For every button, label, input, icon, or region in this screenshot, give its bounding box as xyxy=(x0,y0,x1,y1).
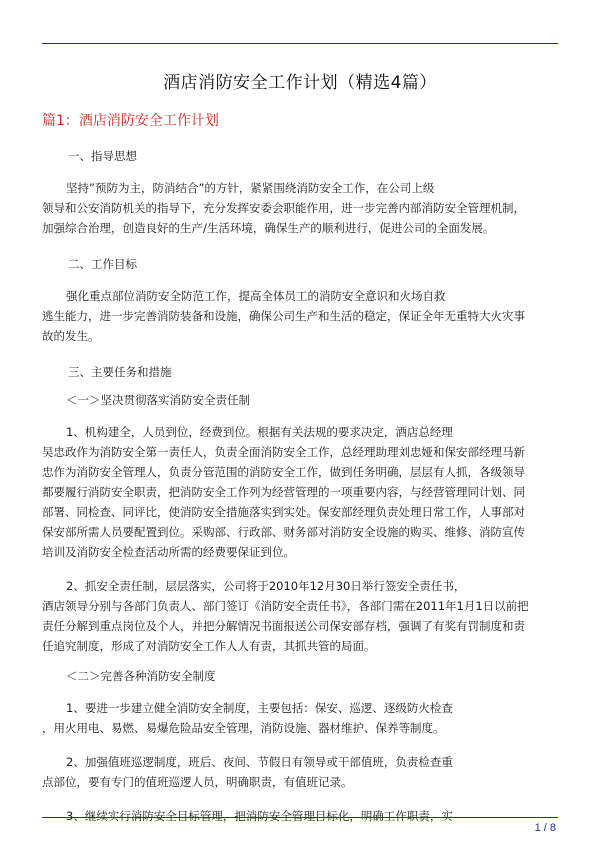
footer-rule xyxy=(42,817,558,818)
paragraph-guiding-ideology xyxy=(42,178,558,238)
paragraph-line: 逃生能力，进一步完善消防装备和设施，确保公司生产和生活的稳定，保证全年无重特大火灾事 xyxy=(42,309,525,323)
paragraph-line: 1、要进一步建立健全消防安全制度，主要包括：保安、巡逻、逐级防火检查 xyxy=(66,701,453,715)
paragraph-line: 责任分解到重点岗位及个人，并把分解情况书面报送公司保安部存档，强调了有奖有罚制度和责 xyxy=(42,619,525,633)
header-rule xyxy=(42,43,558,44)
subsection-heading-regulations: ＜二＞完善各种消防安全制度 xyxy=(66,669,216,683)
paragraph-line: 吴忠政作为消防安全第一责任人，负责全面消防安全工作，总经理助理刘忠娅和保安部经理马新 xyxy=(42,445,525,459)
paragraph-line: 强化重点部位消防安全防范工作，提高全体员工的消防安全意识和火场自救 xyxy=(66,289,446,303)
paragraph-line: 2、抓安全责任制，层层落实，公司将于2010年12月30日举行签安全责任书， xyxy=(66,579,466,593)
paragraph-line: 点部位，要有专门的值班巡逻人员，明确职责，有值班记录。 xyxy=(42,775,353,789)
paragraph-line: 3、继续实行消防安全目标管理，把消防安全管理目标化，明确工作职责，实 xyxy=(66,809,453,823)
paragraph-line: 任追究制度，形成了对消防安全工作人人有责，其抓共管的局面。 xyxy=(42,639,376,653)
paragraph-line: 领导和公安消防机关的指导下，充分发挥安委会职能作用，进一步完善内部消防安全管理机制， xyxy=(42,201,525,215)
paragraph-line: 部署、同检查、同评比，使消防安全措施落实到实处。保安部经理负责处理日常工作，人事部对 xyxy=(42,505,525,519)
paragraph-patrol-duty xyxy=(42,752,558,792)
paragraph-responsibility-system xyxy=(42,576,558,656)
paragraph-line: 酒店领导分别与各部门负责人、部门签订《消防安全责任书》，各部门需在2011年1月1日以前把 xyxy=(42,599,529,613)
paragraph-target-management xyxy=(42,806,558,826)
paragraph-line: 保安部所需人员要配置到位。采购部、行政部、财务部对消防安全设施的购买、维修、消防宣传 xyxy=(42,525,525,539)
paragraph-line: 1、机构建全，人员到位，经费到位。根据有关法规的要求决定，酒店总经理 xyxy=(66,425,453,439)
paragraph-line: 加强综合治理，创造良好的生产/生活环境，确保生产的顺利进行，促进公司的全面发展。 xyxy=(42,221,495,235)
section-heading-work-goals: 二、工作目标 xyxy=(68,257,137,271)
article-title: 篇1：酒店消防安全工作计划 xyxy=(42,113,219,129)
section-heading-guiding-ideology: 一、指导思想 xyxy=(68,149,137,163)
paragraph-line: 坚持”预防为主，防消结合”的方针，紧紧围绕消防安全工作，在公司上级 xyxy=(66,181,435,195)
document-title: 酒店消防安全工作计划（精选4篇） xyxy=(163,73,437,93)
paragraph-line: 都要履行消防安全职责，把消防安全工作列为经营管理的一项重要内容，与经营管理同计划、同 xyxy=(42,485,525,499)
paragraph-safety-regulations xyxy=(42,698,558,738)
paragraph-line: 培训及消防安全检查活动所需的经费要保证到位。 xyxy=(42,545,295,559)
paragraph-work-goals xyxy=(42,286,558,346)
document-body xyxy=(42,72,558,826)
subsection-heading-responsibility: ＜一＞坚决贯彻落实消防安全责任制 xyxy=(66,393,250,407)
paragraph-organization xyxy=(42,422,558,562)
paragraph-line: 忠作为消防安全管理人，负责分管范围的消防安全工作，做到任务明确，层层有人抓，各级领导 xyxy=(42,465,525,479)
paragraph-line: ，用火用电、易燃、易爆危险品安全管理，消防设施、器材维护、保养等制度。 xyxy=(42,721,445,735)
paragraph-line: 故的发生。 xyxy=(42,329,100,343)
paragraph-line: 2、加强值班巡逻制度，班后、夜间、节假日有领导或干部值班，负责检查重 xyxy=(66,755,453,769)
section-heading-main-tasks: 三、主要任务和措施 xyxy=(68,365,172,379)
page-number: 1 / 8 xyxy=(534,822,556,834)
